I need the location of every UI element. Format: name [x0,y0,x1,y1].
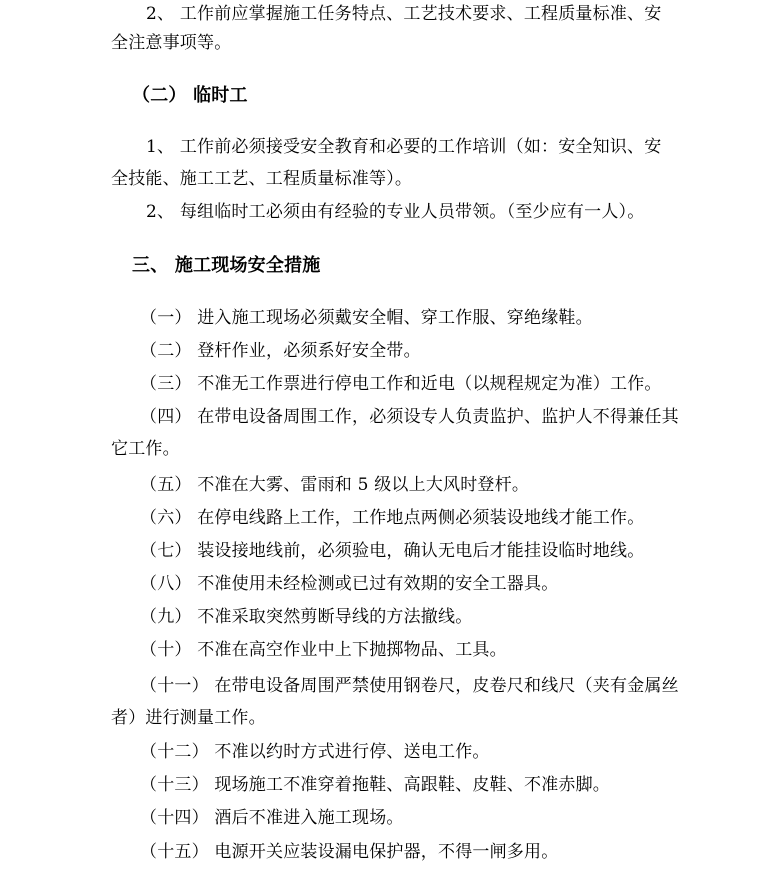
list-item: （二） 登杆作业，必须系好安全带。 [140,341,421,361]
list-item: （四） 在带电设备周围工作，必须设专人负责监护、监护人不得兼任其 [140,407,679,427]
list-item: （十四） 酒后不准进入施工现场。 [140,808,404,828]
list-item-continuation: 者）进行测量工作。 [111,708,266,728]
list-item: （五） 不准在大雾、雷雨和 5 级以上大风时登杆。 [140,475,530,495]
list-item-continuation: 它工作。 [111,439,180,459]
paragraph-temp-item1-line1: 1、 工作前必须接受安全教育和必要的工作培训（如：安全知识、安 [146,137,662,157]
paragraph-item2-line2: 全注意事项等。 [111,33,232,53]
list-item: （七） 装设接地线前，必须验电，确认无电后才能挂设临时地线。 [140,541,645,561]
paragraph-item2-line1: 2、 工作前应掌握施工任务特点、工艺技术要求、工程质量标准、安 [146,4,662,24]
list-item: （八） 不准使用未经检测或已过有效期的安全工器具。 [140,574,559,594]
section-heading-site-safety: 三、 施工现场安全措施 [132,255,321,276]
paragraph-temp-item1-line2: 全技能、施工工艺、工程质量标准等）。 [111,169,413,189]
list-item: （一） 进入施工现场必须戴安全帽、穿工作服、穿绝缘鞋。 [140,308,593,328]
subheading-temp-workers: （二） 临时工 [132,85,248,106]
list-item: （十二） 不准以约时方式进行停、送电工作。 [140,742,490,762]
list-item: （三） 不准无工作票进行停电工作和近电（以规程规定为准）工作。 [140,374,662,394]
list-item: （十五） 电源开关应装设漏电保护器，不得一闸多用。 [140,842,559,862]
paragraph-temp-item2: 2、 每组临时工必须由有经验的专业人员带领。（至少应有一人）。 [146,202,645,222]
list-item: （十） 不准在高空作业中上下抛掷物品、工具。 [140,640,507,660]
list-item: （十一） 在带电设备周围严禁使用钢卷尺，皮卷尺和线尺（夹有金属丝 [140,676,679,696]
list-item: （六） 在停电线路上工作，工作地点两侧必须装设地线才能工作。 [140,508,645,528]
list-item: （九） 不准采取突然剪断导线的方法撤线。 [140,607,473,627]
list-item: （十三） 现场施工不准穿着拖鞋、高跟鞋、皮鞋、不准赤脚。 [140,775,611,795]
